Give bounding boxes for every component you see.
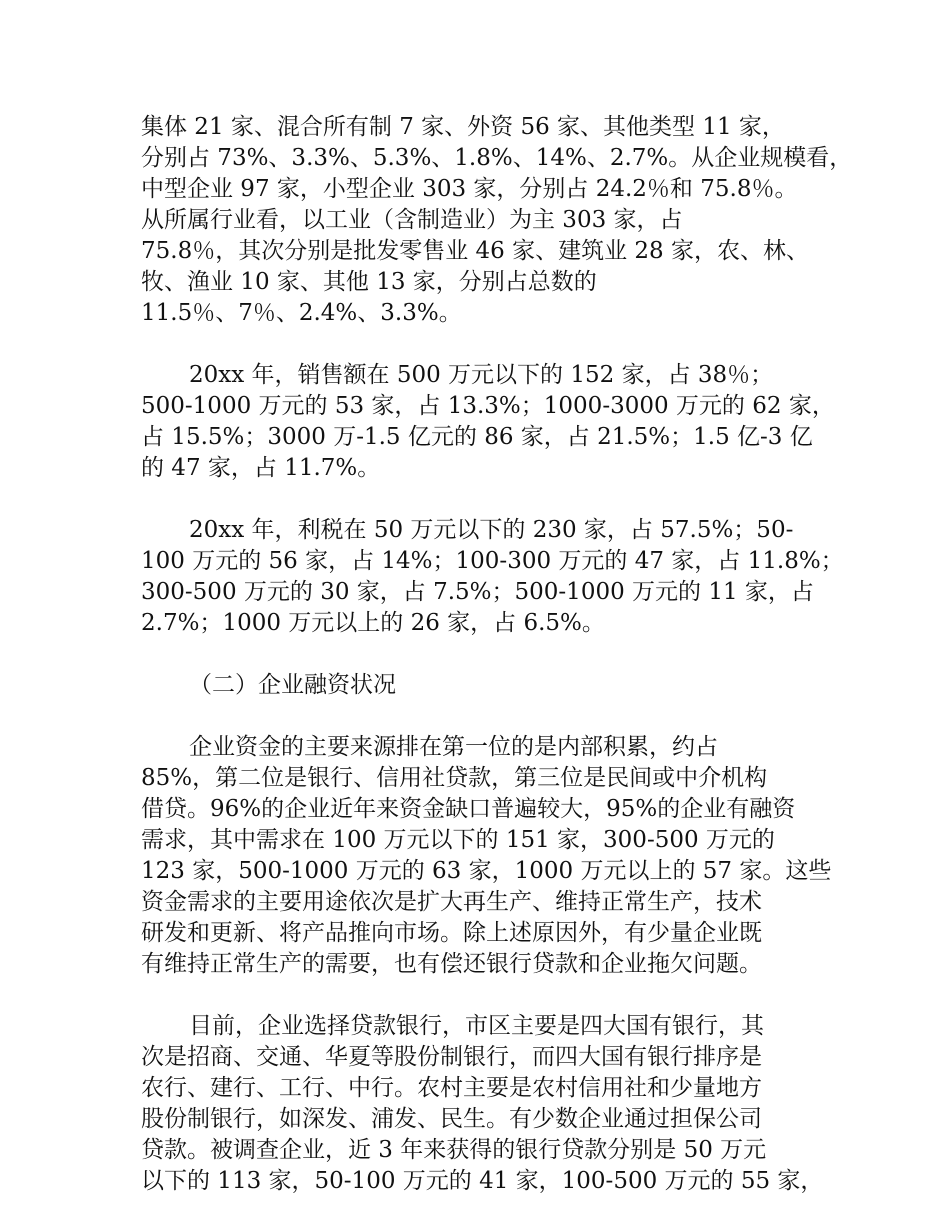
- text-line: 研发和更新、将产品推向市场。除上述原因外，有少量企业既: [141, 920, 762, 946]
- text-line: 2.7%；1000 万元以上的 26 家，占 6.5%。: [141, 610, 605, 636]
- text-line: 100 万元的 56 家，占 14%；100-300 万元的 47 家，占 11.8%；: [141, 548, 844, 574]
- text-line: 贷款。被调查企业，近 3 年来获得的银行贷款分别是 50 万元: [141, 1137, 767, 1163]
- text-line: 次是招商、交通、华夏等股份制银行，而四大国有银行排序是: [141, 1044, 762, 1070]
- text-line: 500-1000 万元的 53 家，占 13.3%；1000-3000 万元的 62 家，: [141, 393, 835, 419]
- text-line: 目前，企业选择贷款银行，市区主要是四大国有银行，其: [189, 1013, 764, 1039]
- text-line: 占 15.5%；3000 万-1.5 亿元的 86 家，占 21.5%；1.5 亿-3 亿: [141, 424, 813, 450]
- paragraph-loan-banks: [141, 1011, 831, 1197]
- text-line: 以下的 113 家，50-100 万元的 41 家，100-500 万元的 55 家，: [141, 1168, 824, 1194]
- text-line: 20xx 年，销售额在 500 万元以下的 152 家，占 38％；: [189, 362, 774, 388]
- text-line: 有维持正常生产的需要，也有偿还银行贷款和企业拖欠问题。: [141, 951, 762, 977]
- text-line: 农行、建行、工行、中行。农村主要是农村信用社和少量地方: [141, 1075, 762, 1101]
- text-line: 分别占 73%、3.3%、5.3%、1.8%、14%、2.7%。从企业规模看，: [141, 145, 853, 171]
- text-line: 中型企业 97 家，小型企业 303 家，分别占 24.2％和 75.8％。: [141, 176, 798, 202]
- text-line: 从所属行业看，以工业（含制造业）为主 303 家，占: [141, 207, 683, 233]
- text-line: 集体 21 家、混合所有制 7 家、外资 56 家、其他类型 11 家，: [141, 114, 785, 140]
- text-line: 的 47 家，占 11.7%。: [141, 455, 381, 481]
- text-line: 需求，其中需求在 100 万元以下的 151 家，300-500 万元的: [141, 827, 775, 853]
- text-line: 借贷。96%的企业近年来资金缺口普遍较大，95%的企业有融资: [141, 796, 796, 822]
- paragraph-funding-sources: [141, 732, 831, 980]
- text-line: 牧、渔业 10 家、其他 13 家，分别占总数的: [141, 269, 597, 295]
- section-heading: （二）企业融资状况: [189, 672, 396, 698]
- text-line: 企业资金的主要来源排在第一位的是内部积累，约占: [189, 734, 718, 760]
- section-heading-financing: [141, 670, 831, 701]
- paragraph-enterprise-composition: [141, 112, 853, 329]
- text-line: 123 家，500-1000 万元的 63 家，1000 万元以上的 57 家。这些: [141, 858, 832, 884]
- text-line: 资金需求的主要用途依次是扩大再生产、维持正常生产，技术: [141, 889, 762, 915]
- text-line: 11.5％、7％、2.4%、3.3%。: [141, 300, 462, 326]
- paragraph-sales-distribution: [141, 360, 835, 484]
- text-line: 300-500 万元的 30 家，占 7.5%；500-1000 万元的 11 家，占: [141, 579, 814, 605]
- text-line: 75.8％，其次分别是批发零售业 46 家、建筑业 28 家，农、林、: [141, 238, 809, 264]
- text-line: 20xx 年，利税在 50 万元以下的 230 家，占 57.5%；50-: [189, 517, 794, 543]
- text-line: 85%，第二位是银行、信用社贷款，第三位是民间或中介机构: [141, 765, 768, 791]
- paragraph-tax-profit-distribution: [141, 515, 844, 639]
- document-body: [141, 112, 853, 1228]
- text-line: 股份制银行，如深发、浦发、民生。有少数企业通过担保公司: [141, 1106, 762, 1132]
